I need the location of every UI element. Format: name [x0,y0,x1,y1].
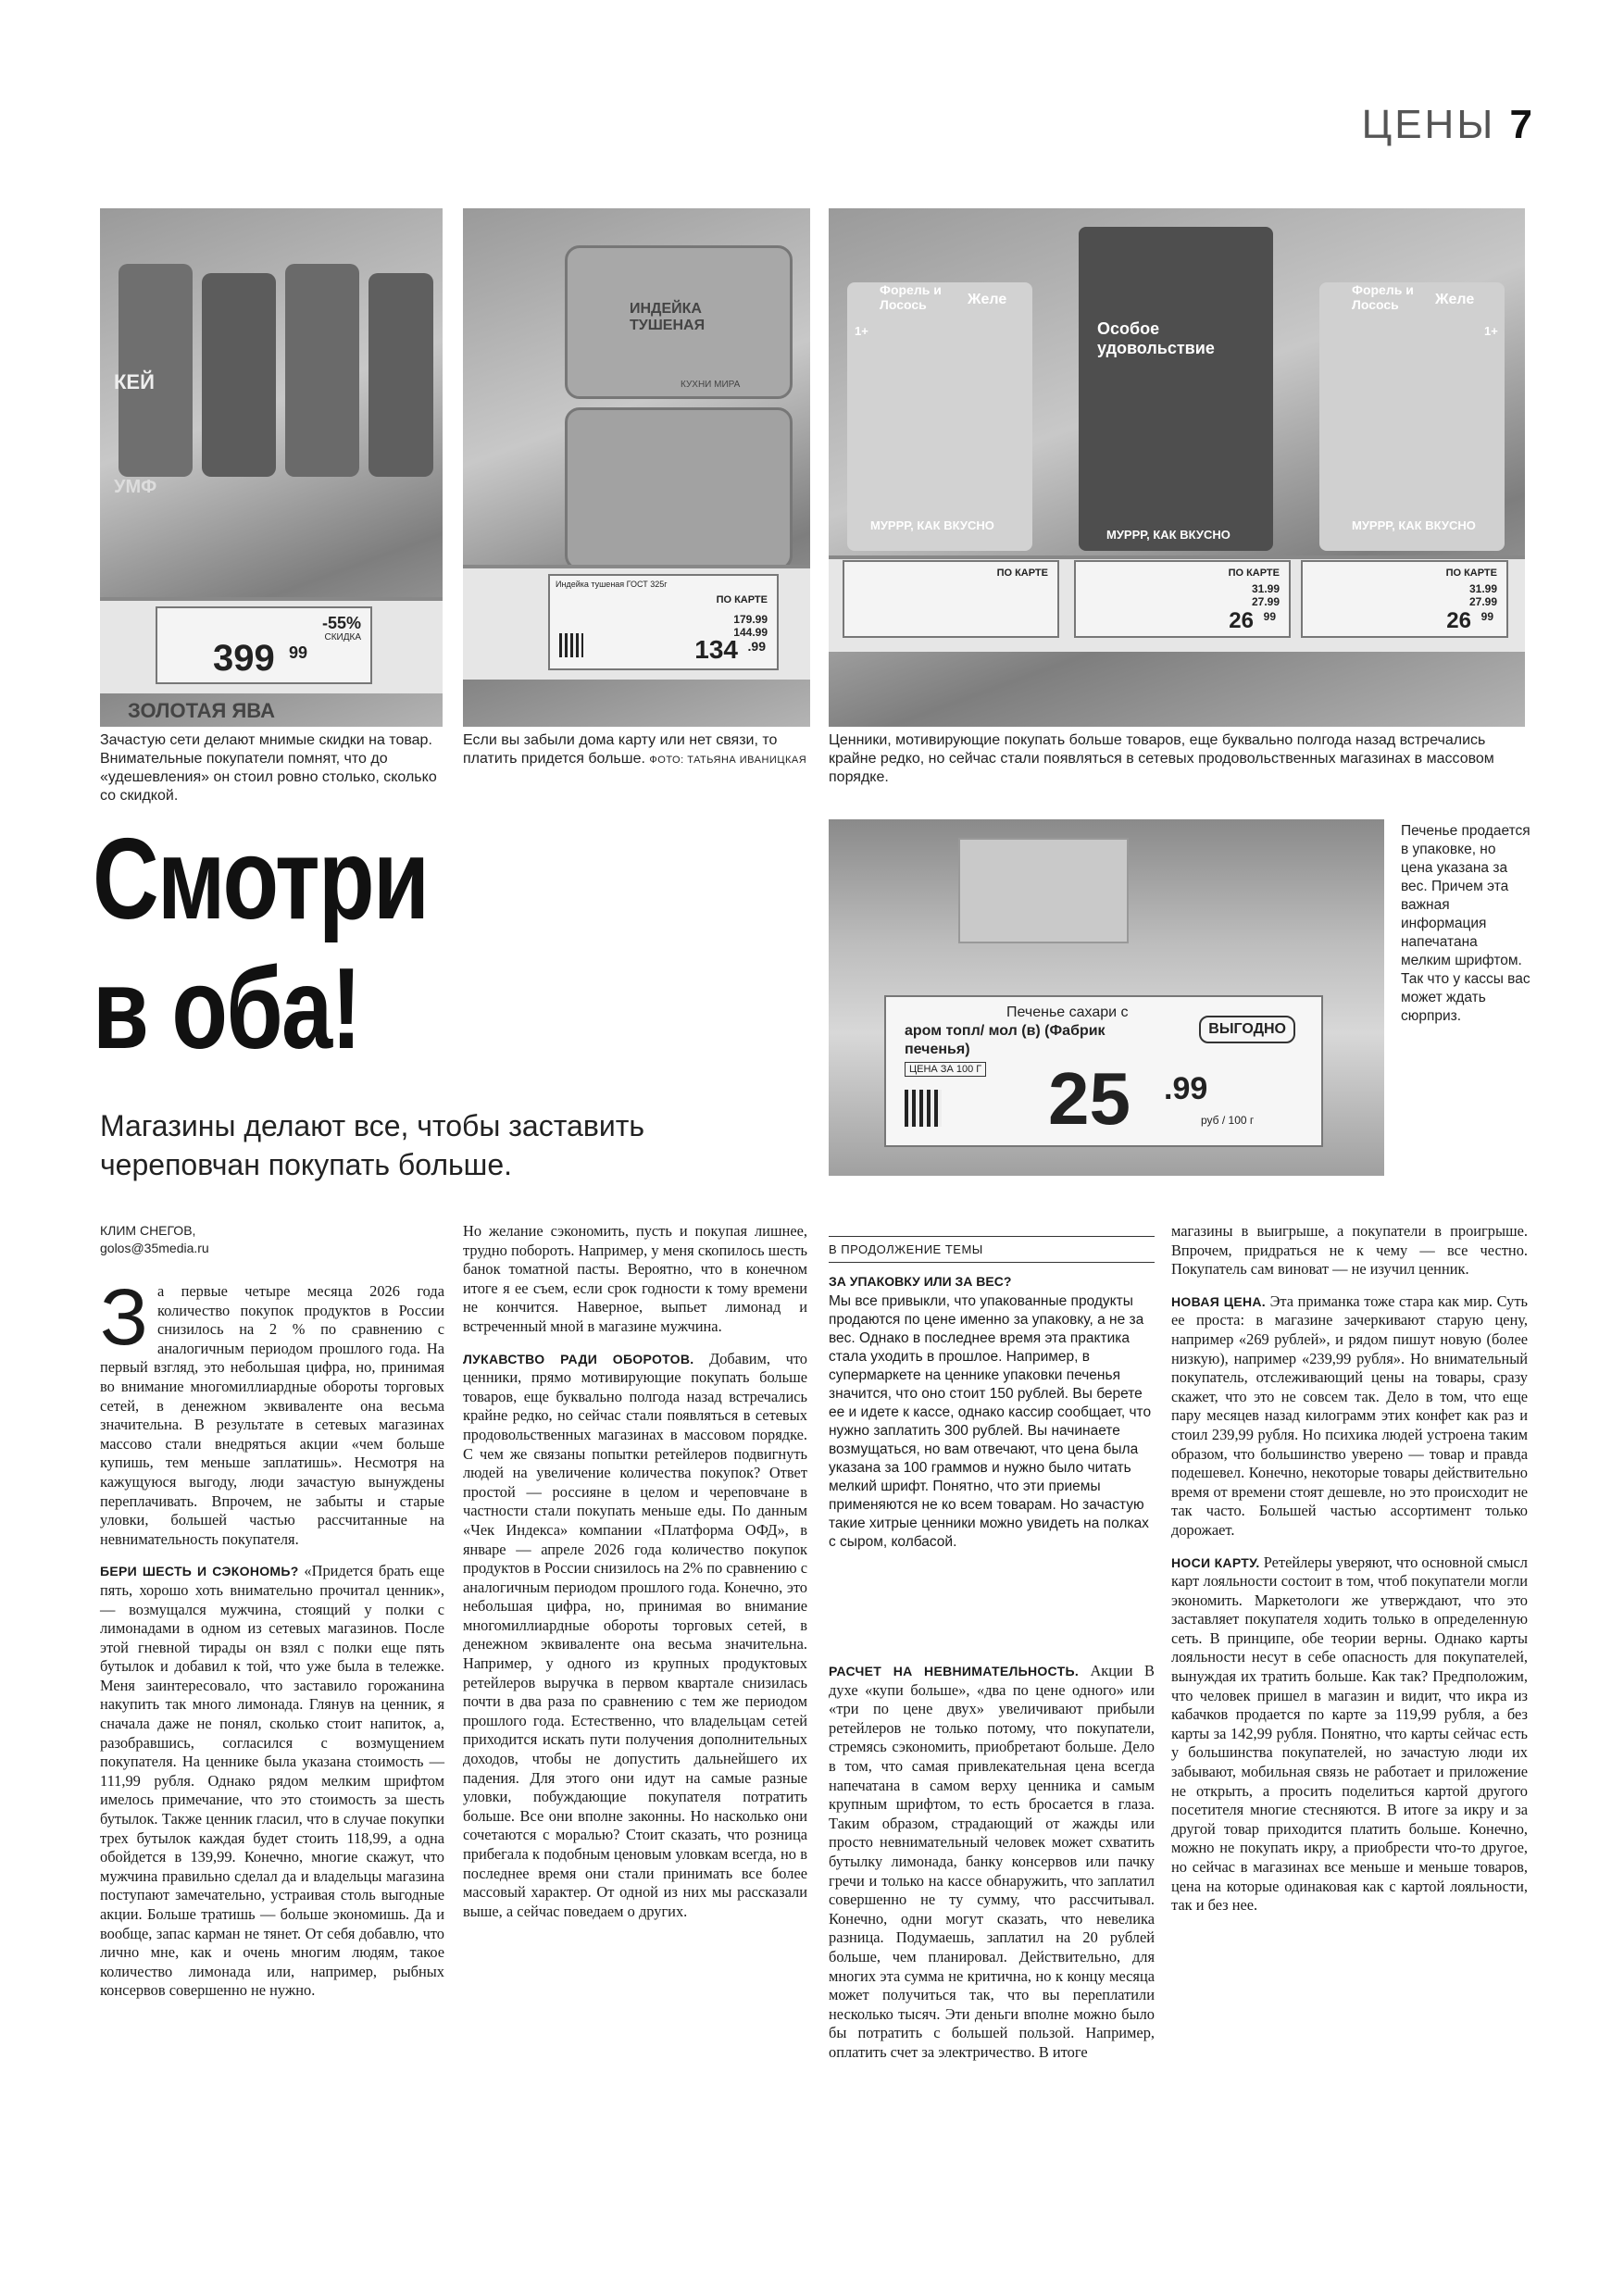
can-label-2: КУХНИ МИРА [681,380,741,390]
lower-product-label: ЗОЛОТАЯ ЯВА [128,699,275,722]
qr-code [559,633,583,657]
pack-slogan-middle: МУРРР, КАК ВКУСНО [1106,528,1230,542]
photo-credit: ФОТО: ТАТЬЯНА ИВАНИЦКАЯ [649,755,807,766]
pack-flavor-left: Форель и Лосось [880,282,942,312]
tag-main-cents: .99 [747,639,766,654]
col4-paragraph-1: магазины в выигрыше, а покупатели в проигрыше. Впрочем, придраться не к чему — все честно. Покупатель сам виноват — не изучил ценник. [1171,1222,1528,1279]
caption-photo-2 [463,731,810,769]
caption-2-text: Если вы забыли дома карту или нет связи, то платить придется больше. [463,732,778,767]
tag-product-name-2: аром топл/ мол (в) (Фабрик [905,1023,1106,1039]
tag-card: ПО КАРТЕ [996,568,1048,579]
article-column-4 [1171,1222,1528,1915]
tag-price-cents: 99 [1480,610,1493,623]
tag-price: 26 [1229,608,1254,633]
tag-per-unit: руб / 100 г [1201,1114,1255,1127]
tag-price: 25 [1048,1057,1131,1140]
dropcap: З [100,1273,148,1362]
subhead-take-six: БЕРИ ШЕСТЬ И СЭКОНОМЬ? [100,1564,299,1579]
col3-subhead-tail: Акции [1090,1662,1133,1679]
col2-paragraph-2: Добавим, что ценники, прямо мотивирующие покупать больше товаров, еще буквально полгода назад встречались крайне редко, но сейчас стали появляться в сетевых продовольственных магазинах в массовом порядке. С чем же связаны попытки ретейлеров подвигнуть людей на увеличение количества покупок? Ответ простой — россияне в целом и череповчане в частности стали покупать меньше еды. По данным «Чек Индекса» компании «Платформа ОФД», в январе — апреле 2026 года количество покупок продуктов в России снизилось на 2% по сравнению с аналогичным периодом прошлого года. Конечно, это небольшая цифра, но, принимая во внимание многомиллиардные обороты торговых сетей, в денежном эквиваленте она весьма значительна. Например, у одного из крупных продуктовых ретейлеров выручка в первом квартале снизилась почти в два раза по сравнению с тем же периодом прошлого года. Естественно, что владельцам сетей приходится искать пути получения дополнительных доходов, чтобы не допустить дальнейшего их падения. Для этого они идут на самые разные уловки, побуждающие покупателя потратить больше. Все они вполне законны. Но насколько они сочетаются с моралью? Стоит сказать, что розница прибегала к подобным ценовым уловкам всегда, но в последнее время они стали принимать все более массовый характер. От одной из них мы рассказали выше, а сейчас поведаем о других. [463,1349,807,1920]
headline-line-1: Смотри [93,816,429,943]
pack-brand-right: Желе [1435,292,1475,307]
lead-line-1: Магазины делают все, чтобы заставить [100,1109,645,1142]
col1-paragraph-1: а первые четыре месяца 2026 года количество покупок продуктов в России снизилось на 2 % по сравнению с аналогичным периодом прошлого года. На первый взгляд, это небольшая цифра, но, принимая во внимание многомиллиардные обороты торговых сетей, в денежном эквиваленте она весьма значительна. В результате в сетевых магазинах массово стали внедряться акции «чем больше купишь, тем меньше заплатишь». Несмотря на кажущуюся выгоду, люди зачастую вынуждены переплачивать. Впрочем, не забыты и старые уловки, большей частью рассчитанные на невнимательность покупателя. [100,1282,444,1548]
pack-badge-left: 1+ [855,324,868,338]
caption-photo-3: Ценники, мотивирующие покупать больше товаров, еще буквально полгода назад встречались крайне редко, но сейчас стали появляться в сетевых продовольственных магазинах в массовом порядке. [829,732,1494,785]
headline [93,815,428,1074]
tag-old-1: 31.99 [1251,582,1280,595]
tag-old-1: 31.99 [1468,582,1497,595]
tag-card: ПО КАРТЕ [1228,568,1280,579]
sidebar-box [829,1236,1155,1552]
photo-cookie-pricetag [829,819,1384,1176]
byline [100,1222,209,1257]
product-sublabel: УМФ [114,477,157,497]
pack-brand-left: Желе [968,292,1007,307]
tag-main-price: 134 [694,635,738,664]
lead [100,1106,841,1184]
tag-product-name-3: печенья) [905,1042,970,1057]
col1-paragraph-2: «Придется брать еще пять, хорошо хоть внимательно прочитал ценник», — возмущался мужчина, стоящий у полки с лимонадами в одном из сетевых магазинов. После этой гневной тирады он взял с полки еще пять бутылок и добавил к той, что уже была в тележке. Меня заинтересовало, что заставило горожанина накупить так много лимонада. Глянув на ценник, я сначала даже не понял, сколько стоит напиток, а, разобравшись, согласился с возмущением покупателя. На ценнике была указана стоимость — 111,99 рубля. Однако рядом мелким шрифтом имелось примечание, что это стоимость за шесть бутылок. Также ценник гласил, что в случае покупки трех бутылок каждая будет стоить 118,99, а одна обойдется в 139,99. Конечно, многие скажут, что мужчина правильно сделал да и владельцы магазина поступают замечательно, устраивая столь выгодные акции. Больше тратишь — больше экономишь. Да и вообще, запас карман не тянет. От себя добавлю, что лично мне, как и очень многим людям, такое количество лимонада или, например, рыбных консервов совершенно не нужно. [100,1562,444,2000]
subhead-new-price: НОВАЯ ЦЕНА. [1171,1293,1266,1309]
col3-paragraph-1: В духе «купи больше», «два по цене одного» или «три по цене двух» увеличивают прибыли ретейлеров не только потому, что покупатели, стремясь сэкономить, приобретают больше. Дело в том, что самая привлекательная цена всегда напечатана в самом верху ценника и самым крупным шрифтом, то есть бросается в глаза. Таким образом, страдающий от жажды или просто невнимательный человек может схватить бутылку лимонада, банку консервов или пачку гречи и только на кассе обнаружить, что заплатил совершенно не ту сумму, что рассчитывал. Конечно, одни могут сказать, что невелика разница. Подумаешь, заплатил на 20 рублей больше, чем планировал. Действительно, для многих эта сумма не критична, но к концу месяца может получиться так, что вы переплатили несколько тысяч. Эти деньги вполне можно было бы потратить с большей пользой. Например, оплатить счет за электричество. В итоге [829,1662,1155,2061]
page-number: 7 [1509,102,1535,147]
author-name: КЛИМ СНЕГОВ, [100,1223,196,1238]
article-column-1 [100,1273,444,2001]
discount-label: СКИДКА [324,632,361,643]
can-label: ИНДЕЙКА ТУШЕНАЯ [630,301,706,333]
sidebar-title: ЗА УПАКОВКУ ИЛИ ЗА ВЕС? [829,1274,1012,1289]
tag-price-2: 144.99 [733,626,768,639]
subhead-cunning: ЛУКАВСТВО РАДИ ОБОРОТОВ. [463,1351,694,1366]
caption-photo-1: Зачастую сети делают мнимые скидки на товар. Внимательные покупатели помнят, что до «удешевления» он стоил ровно столько, сколько со скидкой. [100,732,437,804]
subhead-inattention: РАСЧЕТ НА НЕВНИМАТЕЛЬНОСТЬ. [829,1664,1080,1678]
price-tag [548,574,779,670]
sidebar-label: В ПРОДОЛЖЕНИЕ ТЕМЫ [829,1237,1155,1263]
price-main: 399 [213,638,275,679]
headline-line-2: в оба! [93,945,361,1073]
discount-badge: -55% [321,614,361,632]
col2-paragraph-1: Но желание сэкономить, пусть и покупая лишнее, трудно побороть. Например, у меня скопилось шесть банок томатной пасты. Вероятно, что в конечном итоге я ее съем, если срок годности к тому времени не кончится. Наверное, выпьет лимонад и встреченный мной в магазине мужчина. [463,1222,807,1335]
tag-price: 26 [1446,608,1471,633]
tag-old-2: 27.99 [1468,595,1497,608]
sidebar-text: Мы все привыкли, что упакованные продукты продаются по цене именно за упаковку, а не за вес. Однако в последнее время эта практика стала уходить в прошлое. Например, в супермаркете на ценнике упаковки печенья значится, что оно стоит 150 рублей. Вы берете ее и идете к кассе, однако кассир сообщает, что нужно заплатить 300 рублей. Вы начинаете возмущаться, но вам отвечают, что цена была указана за 100 граммов и нужно было читать мелкий шрифт. Понятно, что эти приемы применяются не ко всем товарам. Но зачастую такие хитрые ценники можно увидеть на полках с сыром, колбасой. [829,1293,1152,1550]
article-column-3 [829,1662,1155,2062]
section-name: ЦЕНЫ [1361,102,1496,147]
price-cents: 99 [289,643,308,662]
tag-unit-label: ЦЕНА ЗА 100 Г [905,1062,986,1077]
price-tag-right [1301,560,1508,638]
pack-brand-middle: Особое удовольствие [1097,319,1215,357]
product-label: КЕЙ [114,370,155,393]
photo-cat-food [829,208,1525,727]
pack-badge-right: 1+ [1484,324,1498,338]
tag-badge: ВЫГОДНО [1199,1016,1295,1043]
tag-price-cents: .99 [1164,1071,1208,1106]
section-header [1362,102,1535,148]
tag-product-name: Печенье сахари с [1006,1004,1129,1020]
tag-price-cents: 99 [1263,610,1276,623]
subhead-carry-card: НОСИ КАРТУ. [1171,1554,1260,1570]
photo-canned-turkey [463,208,810,727]
pack-slogan-left: МУРРР, КАК ВКУСНО [870,518,994,532]
tag-title: Индейка тушеная ГОСТ 325г [556,580,668,589]
photo-coffee-shelf [100,208,443,727]
tag-card: ПО КАРТЕ [716,594,768,605]
price-tag [156,606,372,684]
tag-card: ПО КАРТЕ [1445,568,1497,579]
article-column-2 [463,1222,807,1921]
caption-photo-4: Печенье продается в упаковке, но цена указана за вес. Причем эта важная информация напечатана мелким шрифтом. Так что у кассы вас может ждать сюрприз. [1401,823,1530,1024]
pack-flavor-right: Форель и Лосось [1352,282,1414,312]
pack-slogan-right: МУРРР, КАК ВКУСНО [1352,518,1476,532]
price-tag [884,995,1323,1147]
col4-paragraph-2: Эта приманка тоже стара как мир. Суть ее проста: в магазине зачеркивают старую цену, например «269 рублей», и рядом пишут новую (более низкую), например «239,99 рубля». Но внимательный покупатель, отслеживающий цены на товары, сразу скажет, что это не совсем так. Дело в том, что еще пару месяцев назад килограмм этих конфет как раз и стоил 239,99 рубля. Но психика людей устроена таким образом, что большинство уверено — товар и правда подешевел. Конечно, некоторые товары действительно время от времени стоят дешевле, но это происходит не так часто. Большей частью ассортимент только дорожает. [1171,1292,1529,1539]
col4-paragraph-3: Ретейлеры уверяют, что основной смысл карт лояльности состоит в том, чтоб покупатели могли экономить. Маркетологи же утверждают, что это заставляет покупателя ходить только в определенную сеть. В принципе, обе теории верны. Однако карты лояльности несут в себе опасность для покупателей, вынуждая их тратить больше. Как так? Предположим, что человек пришел в магазин и видит, что икра из кабачков продается по карте за 119,99 рубля, а без карты за 142,99 рубля. Понятно, что карты сейчас есть у большинства покупателей, но зачастую люди их забывают, мобильная связь не работает и приложение не открыть, а просить поделиться картой другого посетителя многие стесняются. В итоге за икру и за другой товар приходится платить больше. Конечно, можно не покупать икру, а приобрести что-то другое, но сейчас в магазинах все меньше и меньше товаров, цена на которые одинаковая как с картой лояльности, так и без нее. [1171,1553,1528,1915]
author-email: golos@35media.ru [100,1241,209,1255]
price-tag-left [843,560,1059,638]
tag-old-2: 27.99 [1251,595,1280,608]
tag-price-1: 179.99 [733,613,768,626]
qr-code [905,1090,942,1127]
lead-line-2: череповчан покупать больше. [100,1148,513,1181]
price-tag-middle [1074,560,1291,638]
